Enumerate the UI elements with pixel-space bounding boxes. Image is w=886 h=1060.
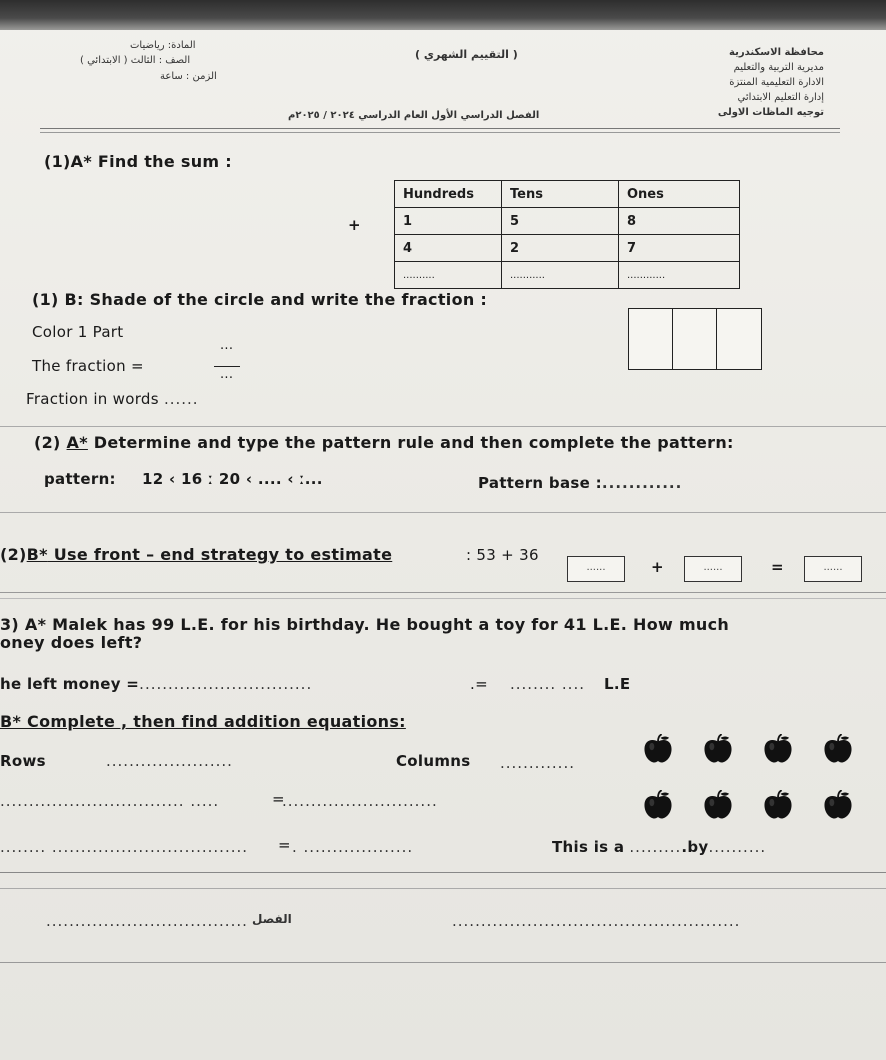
header-right-line-3: الادارة التعليمية المنتزة <box>729 77 824 88</box>
pattern-values[interactable]: 12 ‹ 16 ː 20 ‹ .... ‹ ː... <box>142 470 323 488</box>
pattern-base-answer[interactable]: ............ <box>601 474 683 492</box>
answer-cell-hundreds[interactable]: .......... <box>395 262 502 289</box>
equation-2-equals: = <box>278 836 291 854</box>
q3a-answer-blank-2[interactable]: ........ .... <box>510 675 585 693</box>
q3a-line-2: oney does left? <box>0 633 143 652</box>
photo-top-shadow <box>0 0 886 30</box>
pattern-base-text: Pattern base : <box>478 474 602 492</box>
q3a-answer-eq: .= <box>470 675 488 693</box>
q2a-mark: A* <box>66 433 88 452</box>
pattern-label: pattern: <box>44 470 116 488</box>
header-center-title: ( التقييم الشهري ) <box>415 48 518 61</box>
table-cell: 4 <box>395 235 502 262</box>
footer-dots-right[interactable]: .................................................. <box>452 912 741 930</box>
header-divider-2 <box>40 132 840 133</box>
section-divider-2 <box>0 888 886 889</box>
apple-icon <box>762 790 794 820</box>
equation-2-left[interactable]: ........ .................................. <box>0 838 249 856</box>
footer-divider <box>0 962 886 963</box>
section-divider <box>0 872 886 873</box>
section-divider-2 <box>0 598 886 599</box>
apple-icon <box>822 734 854 764</box>
q1a-title: (1)A* Find the sum : <box>44 152 232 171</box>
table-cell: 5 <box>502 208 619 235</box>
exam-title: الفصل الدراسي الأول العام الدراسي ٢٠٢٤ / ٢٠٢٥م <box>288 110 540 121</box>
table-header-tens: Tens <box>502 181 619 208</box>
section-divider <box>0 512 886 513</box>
header-left-line-1: المادة: رياضيات <box>130 40 196 51</box>
footer-class-label: الفصل <box>252 912 292 926</box>
table-header-row <box>395 181 740 208</box>
columns-label: Columns <box>396 752 471 770</box>
estimate-slot-3[interactable]: ...... <box>804 556 862 582</box>
q2b-instruction: Use front – end strategy to estimate <box>47 545 393 564</box>
q3a-line-1: 3) A* Malek has 99 L.E. for his birthday. He bought a toy for 41 L.E. How much <box>0 615 730 634</box>
table-row-answer[interactable] <box>395 262 740 289</box>
header-right-line-5: توجيه الماظات الاولى <box>717 107 824 118</box>
columns-answer[interactable]: ............. <box>500 754 575 772</box>
estimate-equals: = <box>771 558 784 576</box>
header-right-line-1: محافظة الاسكندرية <box>729 47 824 58</box>
header-right-line-2: مديرية التربية والتعليم <box>733 62 824 73</box>
apple-icon <box>702 790 734 820</box>
header-left-line-2: الصف : الثالث ( الابتدائي ) <box>80 55 191 66</box>
shape-box-part-2[interactable] <box>672 308 718 370</box>
q2b-title <box>0 545 392 564</box>
apple-icon <box>822 790 854 820</box>
q2a-number: (2) <box>34 433 67 452</box>
answer-cell-tens[interactable]: ........... <box>502 262 619 289</box>
apple-icon <box>702 734 734 764</box>
rows-answer[interactable]: ...................... <box>106 752 233 770</box>
table-row <box>395 208 740 235</box>
equation-1-right[interactable]: ........................... <box>282 792 438 810</box>
table-cell: 7 <box>619 235 740 262</box>
equation-1-left[interactable]: ................................ ..... <box>0 792 220 810</box>
header-divider <box>40 128 840 129</box>
pattern-base-label <box>478 474 682 492</box>
array-columns-answer[interactable]: .......... <box>708 838 767 856</box>
apple-icon <box>762 734 794 764</box>
answer-cell-ones[interactable]: ............ <box>619 262 740 289</box>
table-cell: 2 <box>502 235 619 262</box>
q2a-instruction: Determine and type the pattern rule and then complete the pattern: <box>87 433 734 452</box>
footer-dots-left[interactable]: ................................... <box>46 912 248 930</box>
q3a-answer-line <box>0 675 312 693</box>
q2b-mark: B* <box>26 545 48 564</box>
equation-1-equals: = <box>272 790 285 808</box>
q3a-answer-blank-1[interactable]: .............................. <box>139 675 313 693</box>
array-by-label: .by <box>681 838 709 856</box>
rows-label: Rows <box>0 752 46 770</box>
array-statement-label: This is a <box>552 838 625 856</box>
q2a-title <box>34 433 734 452</box>
array-statement <box>552 838 766 856</box>
table-cell: 8 <box>619 208 740 235</box>
fraction-words-text: Fraction in words <box>26 390 159 408</box>
q2b-expression: : 53 + 36 <box>466 546 539 564</box>
array-rows-answer[interactable]: ......... <box>629 838 682 856</box>
fraction-label: The fraction = <box>32 357 144 375</box>
header-right-line-4: إدارة التعليم الابتدائي <box>737 92 824 103</box>
table-header-hundreds: Hundreds <box>395 181 502 208</box>
fraction-words-label <box>26 390 199 408</box>
q1a-plus-sign: + <box>348 216 361 234</box>
estimate-slot-2[interactable]: ...... <box>684 556 742 582</box>
equation-2-right[interactable]: . ................... <box>292 838 414 856</box>
shape-box-part-1[interactable] <box>628 308 674 370</box>
fraction-words-answer[interactable]: ...... <box>163 390 199 408</box>
estimate-slot-1[interactable]: ...... <box>567 556 625 582</box>
q3a-answer-label: he left money = <box>0 675 140 693</box>
q2b-number: (2) <box>0 545 27 564</box>
table-row <box>395 235 740 262</box>
fraction-denominator[interactable]: ... <box>220 367 234 382</box>
estimate-plus: + <box>651 558 664 576</box>
table-header-ones: Ones <box>619 181 740 208</box>
fraction-numerator[interactable]: ... <box>220 338 234 353</box>
header-left-line-3: الزمن : ساعة <box>160 71 217 82</box>
apple-icon <box>642 734 674 764</box>
apple-icon <box>642 790 674 820</box>
shape-box-part-3[interactable] <box>716 308 762 370</box>
color-part-label: Color 1 Part <box>32 323 124 341</box>
q3b-title: B* Complete , then find addition equations: <box>0 712 406 731</box>
table-cell: 1 <box>395 208 502 235</box>
place-value-table <box>394 180 740 289</box>
q3a-unit: L.E <box>604 675 631 693</box>
section-divider <box>0 592 886 593</box>
section-divider <box>0 426 886 427</box>
q1b-title: (1) B: Shade of the circle and write the fraction : <box>32 290 488 309</box>
